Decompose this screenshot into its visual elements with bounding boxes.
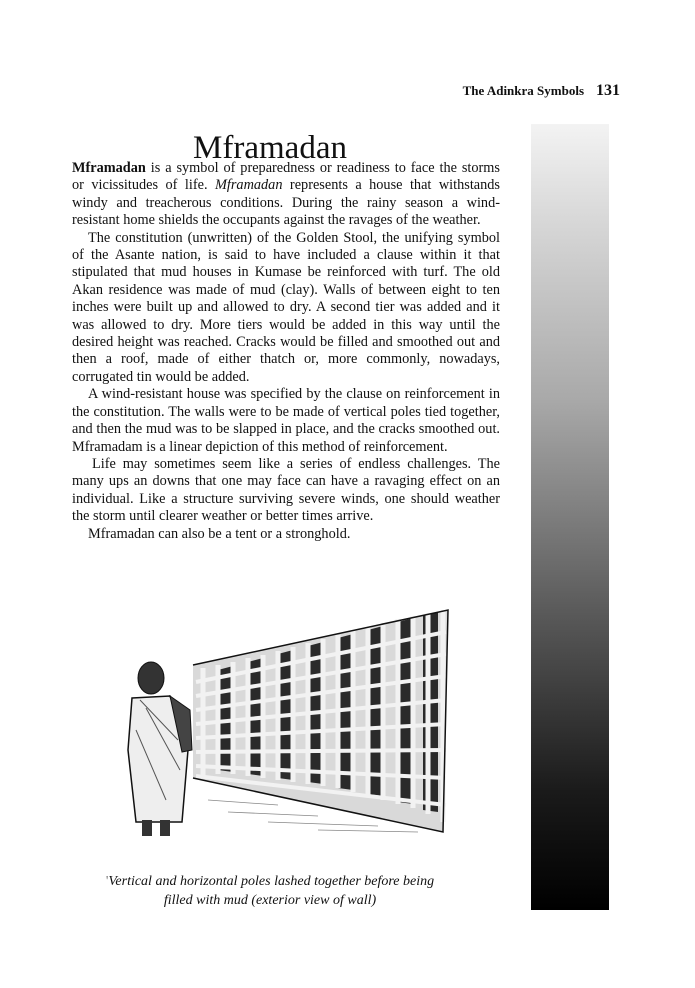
paragraph-4: Life may sometimes seem like a series of endless challenges. The many ups an downs that one may face can have a ravaging effect on an individual. Like a structure surviving severe winds, one should weather the storm until clearer weather or better times arrive. [72,455,500,525]
page-title: Mframadan [193,130,347,167]
caption-line-2: filled with mud (exterior view of wall) [163,893,377,908]
wall-illustration [118,600,458,840]
paragraph-1-part-b: represents a house that withstands windy and treacherous conditions. During the rainy season a wind-resistant home shields the occupants against the ravages of the weather. [72,177,500,229]
section-title: The Adinkra Symbols [462,83,584,98]
paragraph-2: The constitution (unwritten) of the Golden Stool, the unifying symbol of the Asante nation, is said to have included a clause within it that stipulated that mud houses in Kumase be reinforced with turf. The old Akan residence was made of mud (clay). Walls of between eight to ten inches were built up and allowed to dry. A second tier was added and it was allowed to dry. More tiers would be added in this way until the desired height was reached. Cracks would be filled and smoothed out and then a roof, made of either thatch or, more commonly, nowadays, corrugated tin would be added. [72,229,500,385]
caption-line-1: Vertical and horizontal poles lashed together before being [108,874,435,889]
figure-caption [80,872,460,910]
term-bold: Mframadan [72,160,146,176]
paragraph-1-part-a: is a symbol of preparedness or readiness to face the storms or vicissitudes of life. [72,160,500,194]
body-text [72,160,500,543]
running-header [400,82,620,100]
paragraph-3: A wind-resistant house was specified by the clause on reinforcement in the constitution. The walls were to be made of vertical poles tied together, and then the mud was to be slapped in place, and the cracks smoothed out. Mframadam is a linear depiction of this method of reinforcement. [72,386,500,455]
caption-mark: ' [105,874,109,889]
paragraph-1 [72,160,500,230]
term-italic: Mframadan [214,177,283,194]
page-number: 131 [596,82,620,99]
paragraph-5: Mframadan can also be a tent or a stronghold. [88,525,351,542]
person-figure [128,662,192,836]
page-edge-shading [531,124,609,910]
lattice-wall [193,610,448,832]
